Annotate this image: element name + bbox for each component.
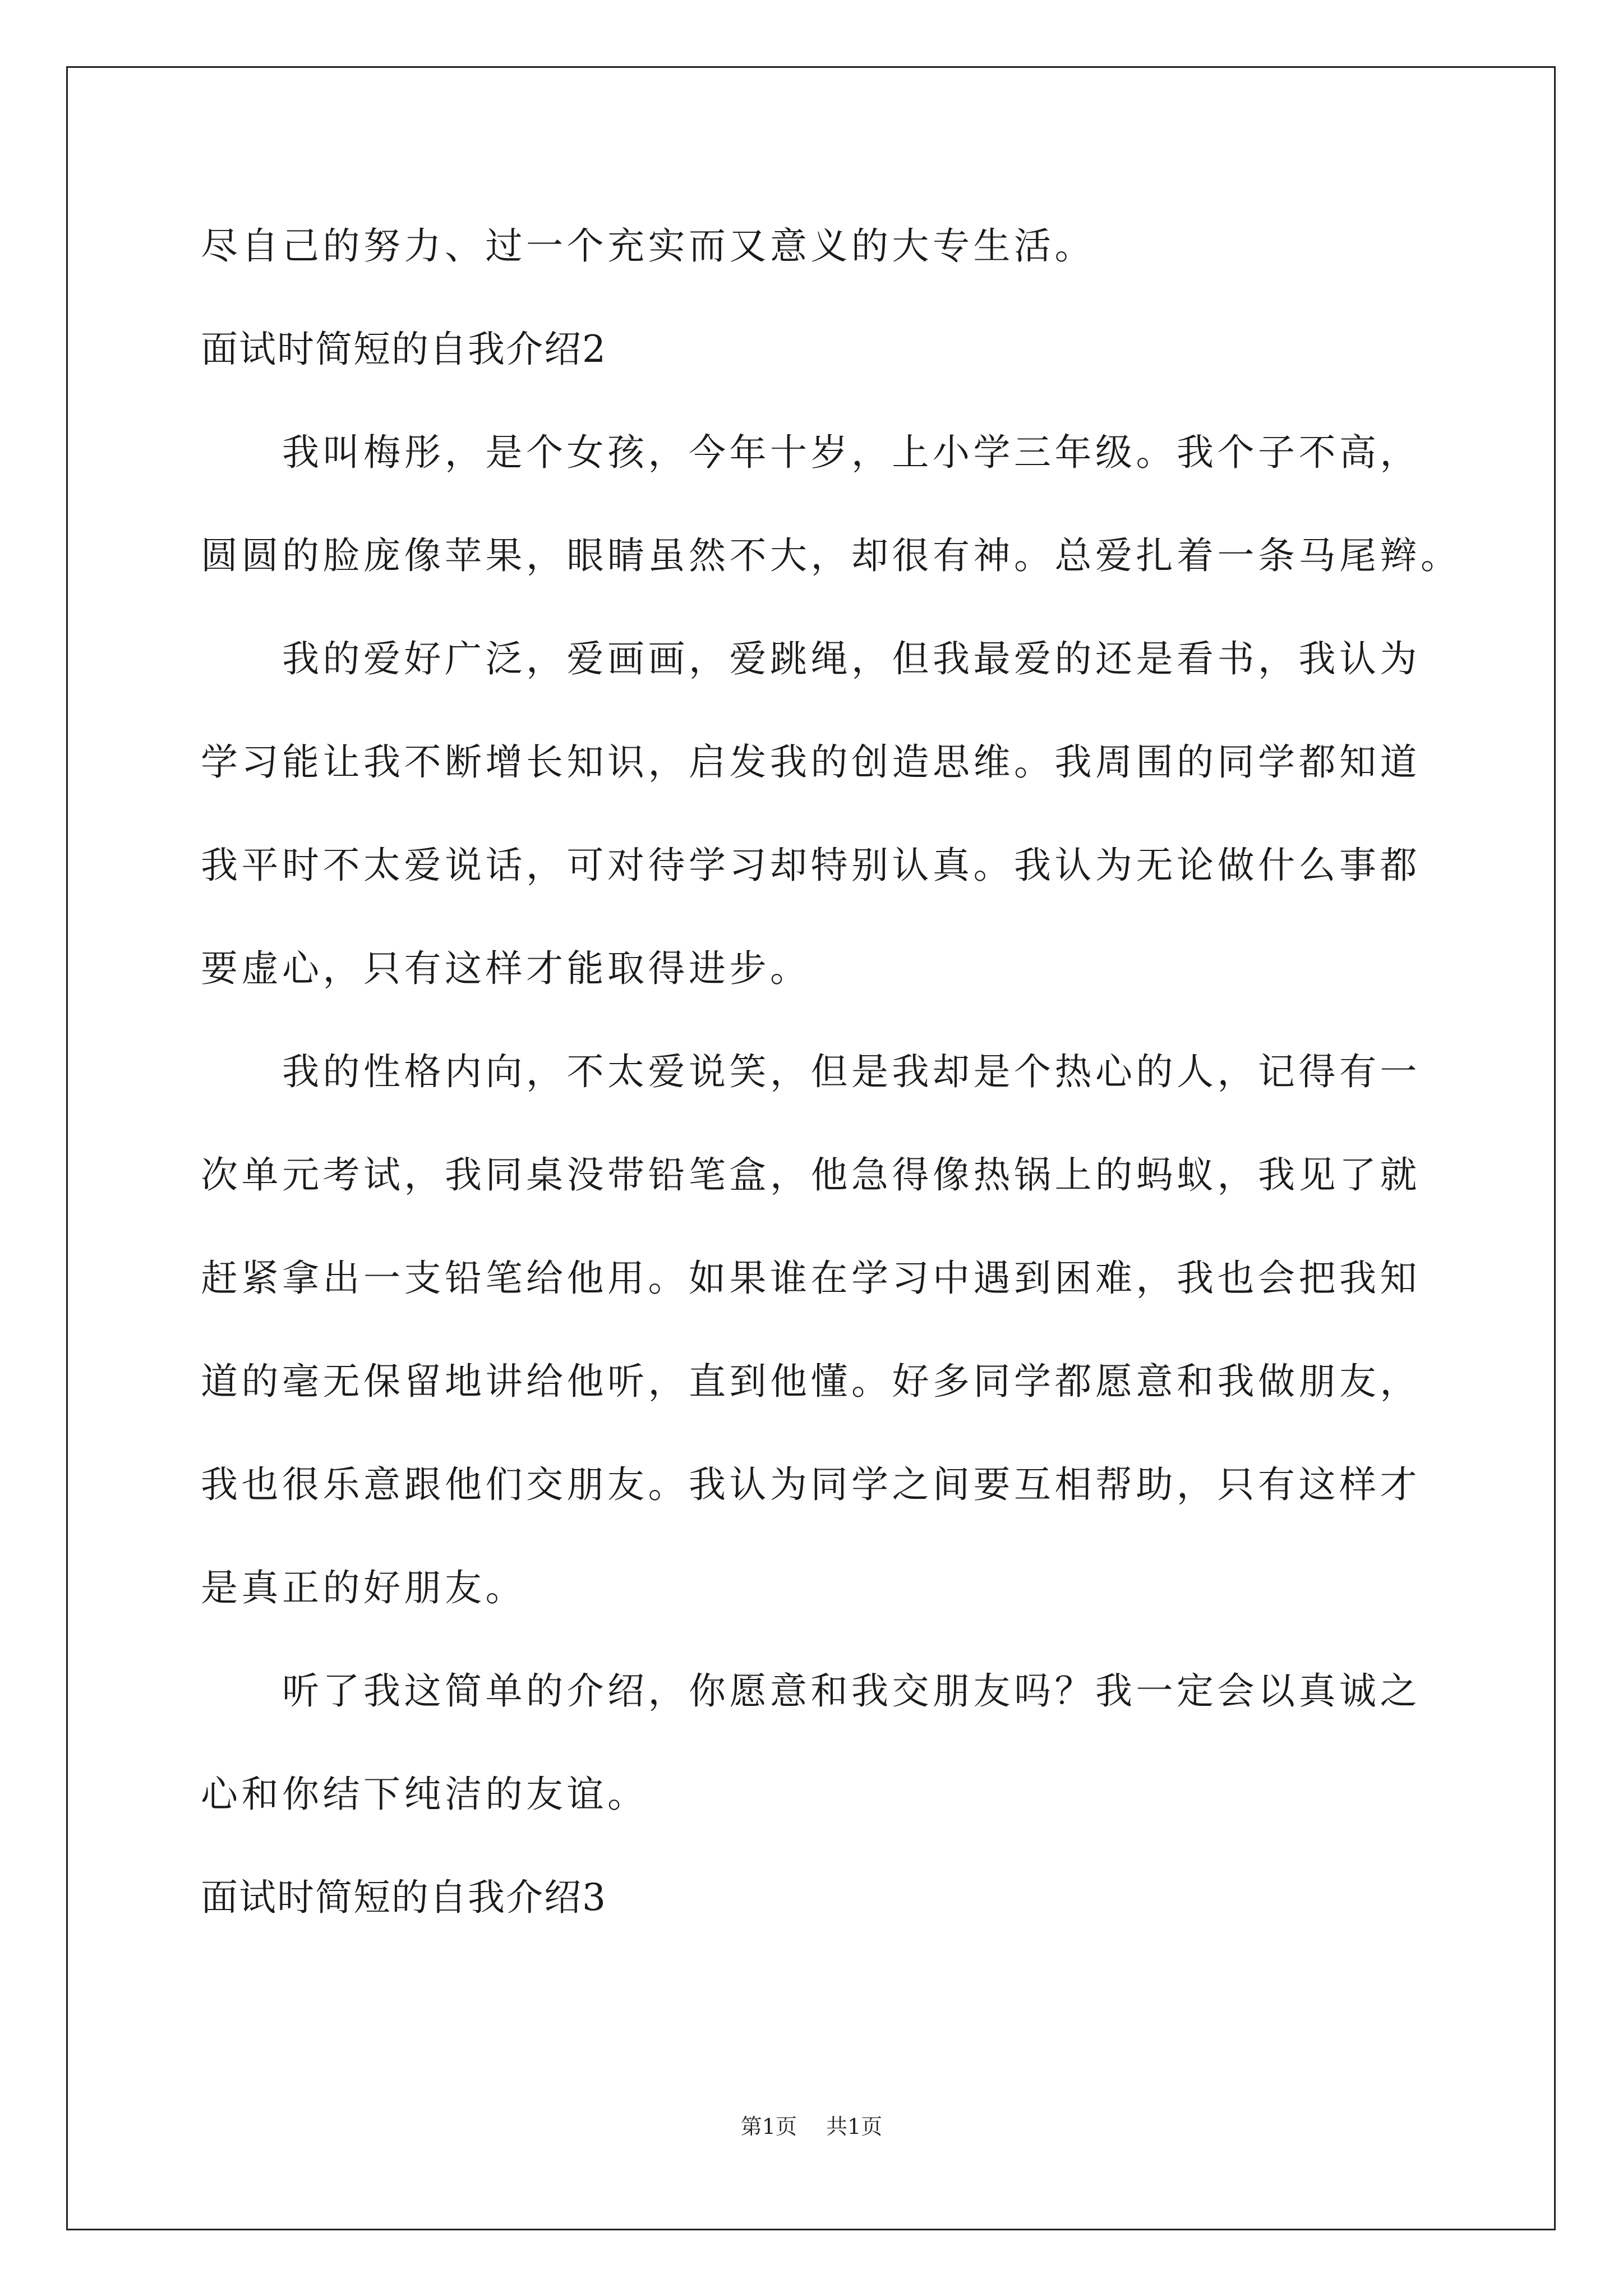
section-heading: 面试时简短的自我介绍2 <box>201 328 607 371</box>
page-number-total: 共1页 <box>826 2114 883 2139</box>
paragraph-line: 我的性格内向，不太爱说笑，但是我却是个热心的人，记得有一 <box>201 1050 1421 1093</box>
page-footer <box>0 2116 1623 2137</box>
paragraph-line: 是真正的好朋友。 <box>201 1566 526 1609</box>
paragraph-line: 道的毫无保留地讲给他听，直到他懂。好多同学都愿意和我做朋友， <box>201 1360 1421 1403</box>
section-heading: 面试时简短的自我介绍3 <box>201 1876 607 1919</box>
paragraph-line: 要虚心，只有这样才能取得进步。 <box>201 947 811 990</box>
paragraph-line: 学习能让我不断增长知识，启发我的创造思维。我周围的同学都知道 <box>201 740 1421 784</box>
paragraph-line: 我的爱好广泛，爱画画，爱跳绳，但我最爱的还是看书，我认为 <box>201 637 1421 680</box>
paragraph-line: 我叫梅彤，是个女孩，今年十岁，上小学三年级。我个子不高， <box>201 431 1421 474</box>
paragraph-line: 赶紧拿出一支铅笔给他用。如果谁在学习中遇到困难，我也会把我知 <box>201 1257 1421 1300</box>
paragraph-line: 次单元考试，我同桌没带铅笔盒，他急得像热锅上的蚂蚁，我见了就 <box>201 1153 1421 1197</box>
paragraph-line: 尽自己的努力、过一个充实而又意义的大专生活。 <box>201 224 1095 268</box>
paragraph-line: 圆圆的脸庞像苹果，眼睛虽然不大，却很有神。总爱扎着一条马尾辫。 <box>201 534 1461 577</box>
paragraph-line: 我也很乐意跟他们交朋友。我认为同学之间要互相帮助，只有这样才 <box>201 1463 1421 1506</box>
paragraph-line: 我平时不太爱说话，可对待学习却特别认真。我认为无论做什么事都 <box>201 844 1421 887</box>
paragraph-line: 心和你结下纯洁的友谊。 <box>201 1773 648 1816</box>
page-number-current: 第1页 <box>740 2114 797 2139</box>
paragraph-line: 听了我这简单的介绍，你愿意和我交朋友吗？我一定会以真诚之 <box>201 1669 1421 1713</box>
